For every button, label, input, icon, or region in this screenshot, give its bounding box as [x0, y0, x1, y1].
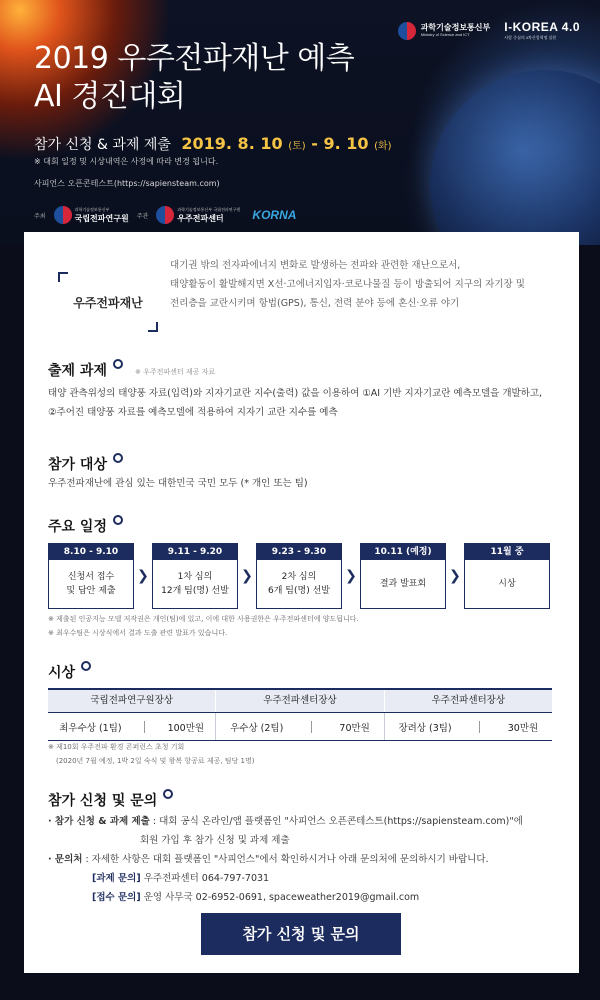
section-dot-icon	[113, 453, 123, 463]
chevron-right-icon: ❯	[345, 568, 357, 584]
task-inquiry-text: 우주전파센터 064-797-7031	[140, 873, 270, 884]
government-emblem-icon	[156, 206, 174, 224]
prize-table-header	[48, 690, 552, 712]
organizer-label: 주관	[136, 212, 149, 220]
ikorea-logo-subtext: 사람 중심의 4차산업혁명 실현	[504, 35, 557, 40]
prize-title: 시상	[48, 665, 76, 681]
schedule-change-notice: ※ 대회 일정 및 시상내역은 사정에 따라 변경 됩니다.	[34, 157, 219, 166]
prize-column-header: 우주전파센터장상	[215, 690, 383, 712]
task-line: ②주어진 태양풍 자료를 예측모델에 적용하여 지자기 교란 지수를 예측	[48, 407, 338, 418]
task-inquiry-label: [과제 문의]	[92, 873, 141, 884]
schedule-note: ※ 제출된 인공지능 모델 저작권은 개인(팀)에 있고, 이에 대한 사용권한은 우주전파센터에 양도됩니다.	[48, 615, 359, 623]
schedule-step	[360, 543, 446, 609]
inquiry-label: · 문의처	[48, 854, 83, 865]
chevron-right-icon: ❯	[137, 568, 149, 584]
reg-inquiry-text: 운영 사무국 02-6952-0691, spaceweather2019@gmail.com	[140, 892, 420, 903]
host-label: 주최	[34, 212, 46, 220]
period-end-day: (화)	[374, 141, 392, 152]
msit-logo-subtext: Ministry of Science and ICT	[420, 32, 470, 38]
schedule-step-line: 2차 심의	[281, 572, 317, 582]
section-dot-icon	[113, 359, 123, 369]
bracket-top-left	[58, 272, 68, 282]
host-logo	[54, 206, 129, 224]
organizer-logo	[156, 206, 240, 224]
schedule-step-line: 6개 팀(명) 선발	[268, 586, 330, 596]
top-logos	[398, 20, 580, 41]
platform-site: 사피언스 오픈콘테스트(https://sapiensteam.com)	[34, 179, 220, 188]
title-line-2: AI 경진대회	[34, 79, 186, 114]
inquiry-text: : 자세한 사항은 대회 플랫폼인 "사피언스"에서 확인하시거나 아래 문의처에 문의하시기 바랍니다.	[82, 854, 489, 865]
apply-inquiry-button[interactable]: 참가 신청 및 문의	[201, 913, 401, 955]
schedule-step	[464, 543, 550, 609]
prize-table	[48, 688, 552, 741]
schedule-step-body	[257, 560, 341, 608]
prize-notes	[48, 740, 255, 768]
schedule-title: 주요 일정	[48, 519, 107, 535]
schedule-step-line: 신청서 접수	[67, 572, 115, 582]
schedule-step-body	[361, 560, 445, 608]
prize-amount: 70만원	[339, 722, 370, 734]
competition-period	[34, 134, 392, 154]
prize-award: 최우수상 (1팀)	[59, 722, 122, 734]
task-description	[48, 384, 568, 422]
prize-amount: 30만원	[507, 722, 539, 734]
schedule-step-body	[465, 560, 549, 608]
schedule-step-line: 결과 발표회	[379, 579, 427, 589]
title-line-1: 2019 우주전파재난 예측	[34, 41, 355, 76]
prize-table-row	[48, 712, 552, 740]
target-description	[48, 474, 568, 493]
page-title	[34, 40, 354, 116]
prize-award: 우수상 (2팀)	[230, 722, 284, 734]
intro-label-box	[58, 272, 158, 332]
period-dates	[181, 134, 391, 153]
schedule-step-date: 10.11 (예정)	[361, 544, 445, 560]
schedule-step-body	[153, 560, 237, 608]
task-line: 태양 관측위성의 태양풍 자료(입력)와 지자기교란 지수(출력) 값을 이용하여 ①AI 기반 지자기교란 예측모델을 개발하고,	[48, 388, 543, 399]
reg-inquiry-label: [접수 문의]	[92, 892, 141, 903]
schedule-step-line: 1차 심의	[177, 572, 213, 582]
intro-line: 대기권 밖의 전자파에너지 변화로 발생하는 전파와 관련한 재난으로서,	[170, 260, 461, 271]
schedule-step-date: 11월 중	[465, 544, 549, 560]
target-title: 참가 대상	[48, 457, 107, 473]
schedule-step-date: 9.11 - 9.20	[153, 544, 237, 560]
chevron-right-icon: ❯	[241, 568, 253, 584]
apply-text-2: 회원 가입 후 참가 신청 및 과제 제출	[140, 835, 290, 846]
schedule-step-body	[49, 560, 133, 608]
host-sub: 과학기술정보통신부	[74, 206, 110, 212]
government-emblem-icon	[54, 206, 72, 224]
ikorea-logo	[504, 20, 580, 41]
hero-banner	[0, 0, 600, 245]
intro-line: 태양활동이 활발해지면 X선·고에너지입자·코로나물질 등이 방출되어 지구의 자기장 및	[170, 279, 525, 290]
period-separator: -	[305, 134, 324, 153]
prize-cell	[48, 713, 215, 740]
schedule-step	[256, 543, 342, 609]
contact-info	[48, 812, 568, 907]
schedule-section-title	[48, 516, 123, 536]
inquiry-line	[48, 850, 568, 869]
period-end: 9. 10	[323, 134, 369, 153]
cell-divider	[311, 721, 312, 733]
organizer-name: 우주전파센터	[177, 213, 224, 223]
schedule-step	[152, 543, 238, 609]
chevron-right-icon: ❯	[449, 568, 461, 584]
korna-logo: KORNA	[252, 208, 297, 222]
prize-section-title	[48, 662, 91, 682]
task-note: ※ 우주전파센터 제공 자료	[134, 368, 216, 376]
intro-description	[170, 256, 570, 313]
prize-cell	[384, 713, 552, 740]
schedule-step-line: 12개 팀(명) 선발	[161, 586, 229, 596]
contact-section-title	[48, 790, 173, 810]
target-text: 우주전파재난에 관심 있는 대한민국 국민 모두 (* 개인 또는 팀)	[48, 478, 308, 489]
apply-line	[48, 812, 568, 831]
schedule-step-date: 8.10 - 9.10	[49, 544, 133, 560]
schedule-step-line: 시상	[498, 579, 516, 589]
schedule-step-line: 및 답안 제출	[66, 586, 116, 596]
intro-line: 전리층을 교란시키며 항법(GPS), 통신, 전력 분야 등에 혼신·오류 야기	[170, 298, 460, 309]
content-card	[24, 232, 579, 973]
bracket-bottom-right	[148, 322, 158, 332]
period-start-day: (토)	[288, 141, 306, 152]
task-inquiry-line	[48, 869, 568, 888]
ikorea-logo-text: I-KOREA 4.0	[504, 20, 580, 34]
msit-logo-text: 과학기술정보통신부	[420, 22, 491, 32]
contact-title: 참가 신청 및 문의	[48, 793, 158, 809]
schedule-step-date: 9.23 - 9.30	[257, 544, 341, 560]
prize-column-header: 국립전파연구원장상	[90, 695, 173, 706]
msit-logo	[398, 22, 491, 40]
prize-award: 장려상 (3팀)	[398, 722, 452, 734]
schedule-timeline	[48, 542, 552, 610]
intro-label: 우주전파재난	[73, 296, 143, 310]
section-dot-icon	[163, 789, 173, 799]
reg-inquiry-line	[48, 888, 568, 907]
prize-note: ※ 제10회 우주전파 환경 콘퍼런스 초청 기회	[48, 743, 185, 751]
prize-cell	[215, 713, 383, 740]
prize-note: (2020년 7월 예정, 1박 2일 숙식 및 왕복 항공료 제공, 팀당 1명)	[56, 757, 255, 765]
period-label: 참가 신청 & 과제 제출	[34, 137, 171, 153]
period-start: 2019. 8. 10	[181, 134, 283, 153]
earth-image	[430, 70, 600, 245]
schedule-notes	[48, 612, 359, 640]
sponsors	[34, 206, 296, 224]
task-title: 출제 과제	[48, 363, 107, 379]
schedule-step	[48, 543, 134, 609]
apply-label: · 참가 신청 & 과제 제출	[48, 816, 150, 827]
section-dot-icon	[81, 661, 91, 671]
cell-divider	[479, 721, 480, 733]
government-emblem-icon	[398, 22, 416, 40]
section-dot-icon	[113, 515, 123, 525]
schedule-note: ※ 최우수팀은 시상식에서 결과 도출 관련 발표가 있습니다.	[48, 629, 228, 637]
host-name: 국립전파연구원	[74, 213, 129, 223]
prize-amount: 100만원	[167, 722, 205, 734]
apply-text: : 대회 공식 온라인/앱 플랫폼인 "사피언스 오픈콘테스트(https://sapiensteam.com)"에	[149, 816, 523, 827]
target-section-title	[48, 454, 123, 474]
cell-divider	[144, 721, 145, 733]
organizer-sub: 과학기술정보통신부 국립전파연구원	[177, 206, 241, 212]
prize-column-header: 우주전파센터장상	[384, 690, 552, 712]
task-section-title	[48, 360, 215, 380]
